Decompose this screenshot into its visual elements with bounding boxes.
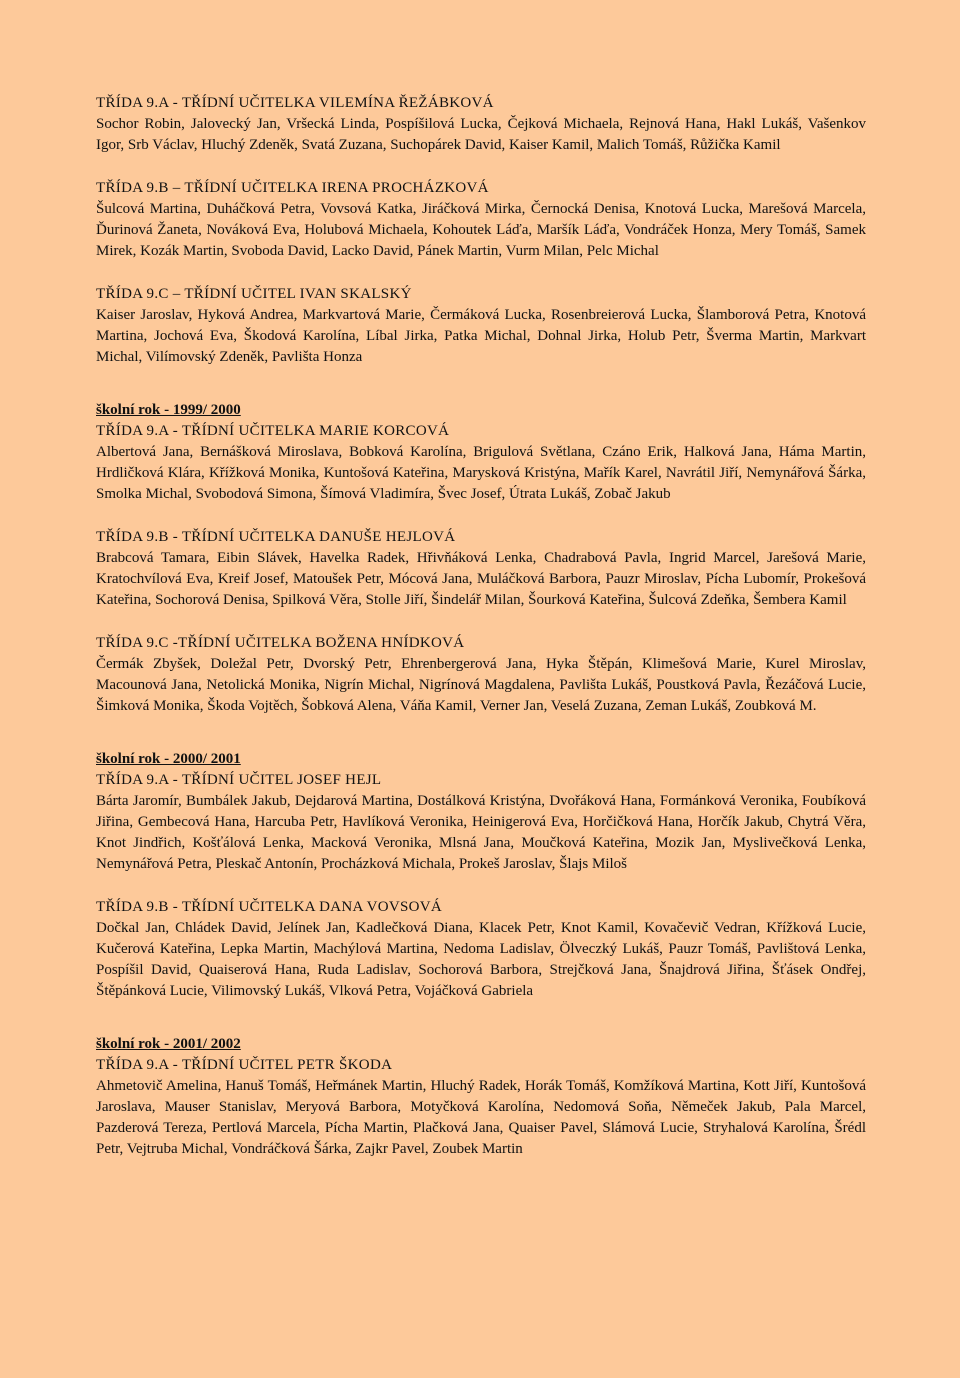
class-section [96,527,866,611]
student-list: Albertová Jana, Bernášková Miroslava, Bobková Karolína, Brigulová Světlana, Czáno Erik, Halková Jana, Háma Martin, Hrdličková Klára, Křížková Monika, Kuntošová Kateřina, Marysková Kristýna, Mařík Karel, Navrátil Jiří, Nemynářová Šárka, Smolka Michal, Svobodová Simona, Šímová Vladimíra, Švec Josef, Útrata Lukáš, Zobač Jakub [96,444,866,502]
class-heading: TŘÍDA 9.A - TŘÍDNÍ UČITEL JOSEF HEJL [96,772,382,788]
class-heading: TŘÍDA 9.A - TŘÍDNÍ UČITELKA MARIE KORCOVÁ [96,423,450,439]
school-year-heading: školní rok - 2000/ 2001 [96,751,241,767]
class-section [96,749,866,875]
class-heading: TŘÍDA 9.C -TŘÍDNÍ UČITELKA BOŽENA HNÍDKOVÁ [96,635,465,651]
student-list: Sochor Robin, Jalovecký Jan, Vršecká Linda, Pospíšilová Lucka, Čejková Michaela, Rejnová Hana, Hakl Lukáš, Vašenkov Igor, Srb Václav, Hluchý Zdeněk, Svatá Zuzana, Suchopárek David, Kaiser Kamil, Malich Tomáš, Růžička Kamil [96,116,866,153]
class-heading: TŘÍDA 9.B - TŘÍDNÍ UČITELKA DANA VOVSOVÁ [96,899,443,915]
class-heading: TŘÍDA 9.A - TŘÍDNÍ UČITEL PETR ŠKODA [96,1057,393,1073]
class-section [96,93,866,156]
school-year-heading: školní rok - 1999/ 2000 [96,402,241,418]
student-list: Ahmetovič Amelina, Hanuš Tomáš, Heřmánek Martin, Hluchý Radek, Horák Tomáš, Komžíková Martina, Kott Jiří, Kuntošová Jaroslava, Mauser Stanislav, Meryová Barbora, Motyčková Karolína, Nedomová Soňa, Němeček Jakub, Pala Marcel, Pazderová Tereza, Pertlová Marcela, Pícha Martin, Plačková Jana, Quaiser Pavel, Slámová Lucie, Stryhalová Karolína, Šrédl Petr, Vejtruba Michal, Vondráčková Šárka, Zajkr Pavel, Zoubek Martin [96,1078,866,1157]
student-list: Dočkal Jan, Chládek David, Jelínek Jan, Kadlečková Diana, Klacek Petr, Knot Kamil, Kovačevič Vedran, Křížková Lucie, Kučerová Kateřina, Lepka Martin, Machýlová Martina, Nedoma Ladislav, Ölveczký Lukáš, Pauzr Tomáš, Pavlištová Lenka, Pospíšil David, Quaiserová Hana, Ruda Ladislav, Sochorová Barbora, Strejčková Jana, Šnajdrová Jiřina, Šťásek Ondřej, Štěpánková Lucie, Vilimovský Lukáš, Vlková Petra, Vojáčková Gabriela [96,920,866,999]
student-list: Brabcová Tamara, Eibin Slávek, Havelka Radek, Hřivňáková Lenka, Chadrabová Pavla, Ingrid Marcel, Jarešová Marie, Kratochvílová Eva, Kreif Josef, Matoušek Petr, Mócová Jana, Muláčková Barbora, Pauzr Miroslav, Pícha Lubomír, Prokešová Kateřina, Sochorová Denisa, Spilková Věra, Stolle Jiří, Šindelář Milan, Šourková Kateřina, Šulcová Zdeňka, Šembera Kamil [96,550,866,608]
school-year-heading: školní rok - 2001/ 2002 [96,1036,241,1052]
class-section [96,897,866,1002]
student-list: Čermák Zbyšek, Doležal Petr, Dvorský Petr, Ehrenbergerová Jana, Hyka Štěpán, Klimešová Marie, Kurel Miroslav, Macounová Jana, Netolická Monika, Nigrín Michal, Nigrínová Magdalena, Pavlišta Lukáš, Poustková Pavla, Řezáčová Lucie, Šimková Monika, Škoda Vojtěch, Šobková Alena, Váňa Kamil, Verner Jan, Veselá Zuzana, Zeman Lukáš, Zoubková M. [96,656,866,714]
student-list: Kaiser Jaroslav, Hyková Andrea, Markvartová Marie, Čermáková Lucka, Rosenbreierová Lucka, Šlamborová Petra, Knotová Martina, Jochová Eva, Škodová Karolína, Líbal Jirka, Patka Michal, Dohnal Jirka, Holub Petr, Šverma Martin, Markvart Michal, Vilímovský Zdeněk, Pavlišta Honza [96,307,866,365]
class-heading: TŘÍDA 9.C – TŘÍDNÍ UČITEL IVAN SKALSKÝ [96,286,412,302]
class-heading: TŘÍDA 9.B - TŘÍDNÍ UČITELKA DANUŠE HEJLOVÁ [96,529,456,545]
class-heading: TŘÍDA 9.B – TŘÍDNÍ UČITELKA IRENA PROCHÁZKOVÁ [96,180,489,196]
student-list: Šulcová Martina, Duháčková Petra, Vovsová Katka, Jiráčková Mirka, Černocká Denisa, Knotová Lucka, Marešová Marcela, Ďurinová Žaneta, Nováková Eva, Holubová Michaela, Kohoutek Láďa, Maršík Láďa, Vondráček Honza, Mery Tomáš, Samek Mirek, Kozák Martin, Svoboda David, Lacko David, Pánek Martin, Vurm Milan, Pelc Michal [96,201,866,259]
document-body [96,93,866,1160]
class-section [96,1034,866,1160]
class-section [96,400,866,505]
class-section [96,633,866,717]
student-list: Bárta Jaromír, Bumbálek Jakub, Dejdarová Martina, Dostálková Kristýna, Dvořáková Hana, Formánková Veronika, Foubíková Jiřina, Gembecová Hana, Harcuba Petr, Havlíková Veronika, Heinigerová Eva, Horčičková Hana, Horčík Jakub, Chytrá Věra, Knot Jindřich, Košťálová Lenka, Macková Veronika, Mlsná Jana, Moučková Kateřina, Mozik Jan, Myslivečková Lenka, Nemynářová Petra, Pleskač Antonín, Procházková Michala, Prokeš Jaroslav, Šlajs Miloš [96,793,866,872]
class-heading: TŘÍDA 9.A - TŘÍDNÍ UČITELKA VILEMÍNA ŘEŽÁBKOVÁ [96,95,494,111]
class-section [96,284,866,368]
class-section [96,178,866,262]
